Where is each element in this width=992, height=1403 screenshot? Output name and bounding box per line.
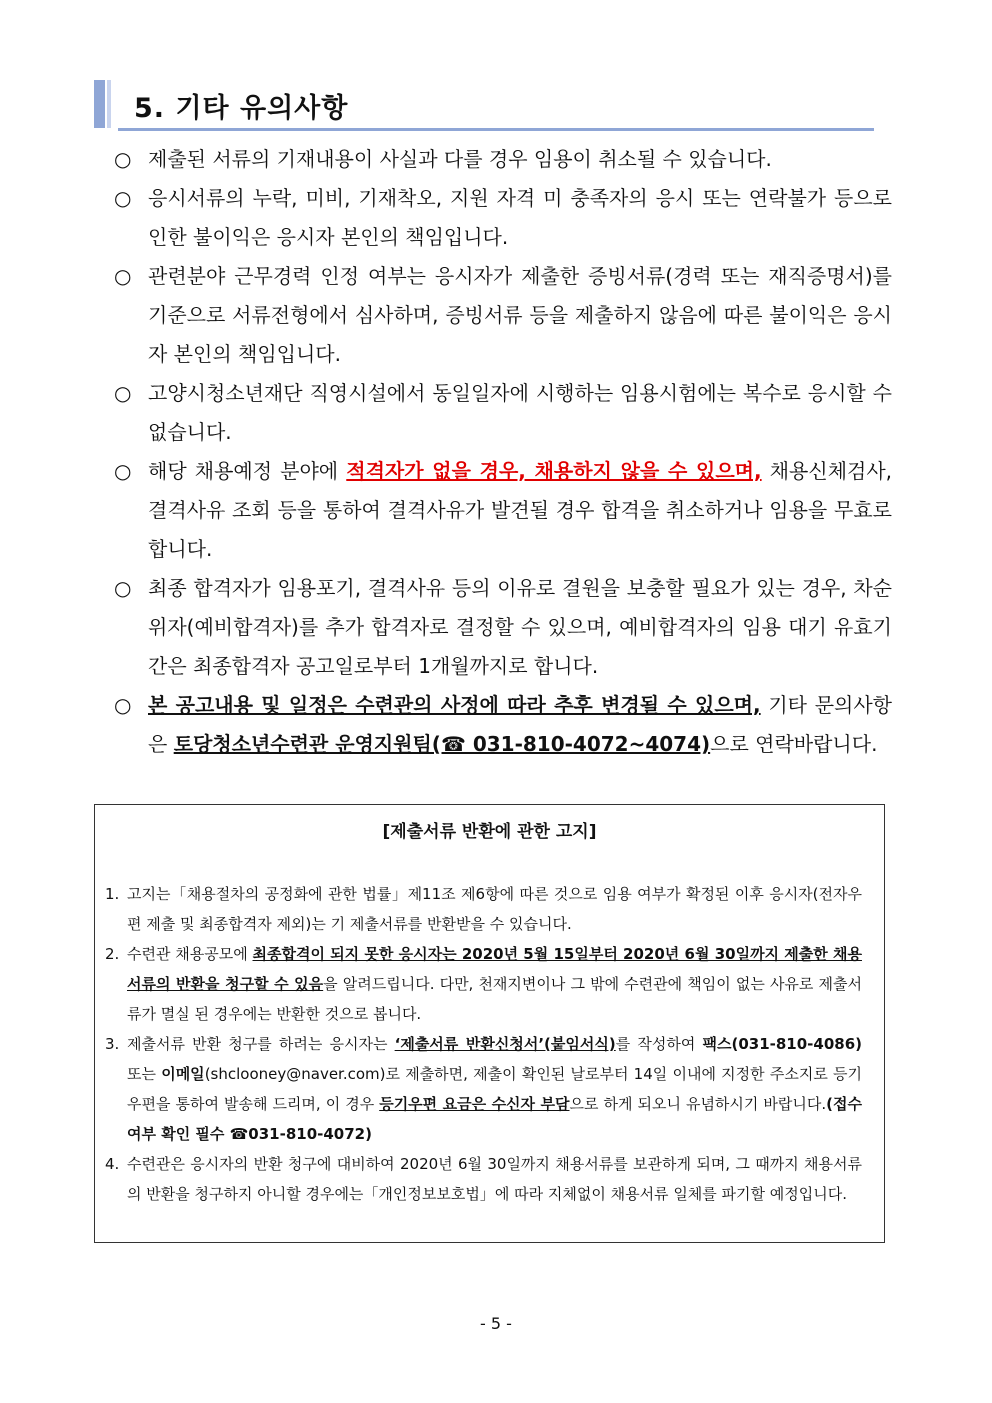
heading-accent-bar bbox=[94, 80, 105, 128]
item-text: 고양시청소년재단 직영시설에서 동일일자에 시행하는 임용시험에는 복수로 응시할 수 없습니다. bbox=[148, 381, 892, 444]
item-text: 관련분야 근무경력 인정 여부는 응시자가 제출한 증빙서류(경력 또는 재직증명서)를 기준으로 서류전형에서 심사하며, 증빙서류 등을 제출하지 않음에 따른 불이익은 응시자 본인의 책임입니다. bbox=[148, 264, 892, 366]
email-label: 이메일 bbox=[161, 1065, 205, 1083]
item-text: 최종 합격자가 임용포기, 결격사유 등의 이유로 결원을 보충할 필요가 있는 경우, 차순위자(예비합격자)를 추가 합격자로 결정할 수 있으며, 예비합격자의 임용 대기 유효기간은 최종합격자 공고일로부터 1개월까지로 합니다. bbox=[148, 576, 892, 678]
heading-accent-bar-light bbox=[107, 80, 111, 128]
bold-underlined-text: 등기우편 요금은 수신자 부담 bbox=[379, 1095, 570, 1113]
notice-text: 고지는「채용절차의 공정화에 관한 법률」제11조 제6항에 따른 것으로 임용 여부가 확정된 이후 응시자(전자우편 제출 및 최종합격자 제외)는 기 제출서류를 반환받을 수 있습니다. bbox=[127, 885, 862, 933]
phone-note: (접수여부 확인 필수 ☎031-810-4072) bbox=[127, 1095, 862, 1143]
notice-list bbox=[105, 879, 862, 1209]
item-number: 3. bbox=[105, 1035, 120, 1053]
notice-item bbox=[105, 879, 862, 939]
item-number: 2. bbox=[105, 945, 120, 963]
notice-item bbox=[105, 939, 862, 1029]
notice-text: 제출서류 반환 청구를 하려는 응시자는 bbox=[127, 1035, 395, 1053]
notice-text: 으로 하게 되오니 유념하시기 바랍니다. bbox=[569, 1095, 827, 1113]
item-number: 4. bbox=[105, 1155, 120, 1173]
circle-bullet: ○ bbox=[114, 381, 132, 405]
list-item bbox=[114, 452, 892, 569]
circle-bullet: ○ bbox=[114, 186, 132, 210]
list-item bbox=[114, 179, 892, 257]
red-warning-text: 적격자가 없을 경우, 채용하지 않을 수 있으며, bbox=[346, 459, 762, 483]
notice-text: 수련관은 응시자의 반환 청구에 대비하여 2020년 6월 30일까지 채용서류를 보관하게 되며, 그 때까지 채용서류의 반환을 청구하지 아니할 경우에는「개인정보보호법」에 따라 지체없이 채용서류 일체를 파기할 예정입니다. bbox=[127, 1155, 862, 1203]
section-title: 5. 기타 유의사항 bbox=[134, 93, 349, 124]
item-number: 1. bbox=[105, 885, 120, 903]
page-number: - 5 - bbox=[480, 1314, 512, 1333]
circle-bullet: ○ bbox=[114, 147, 132, 171]
notice-item bbox=[105, 1149, 862, 1209]
notice-item bbox=[105, 1029, 862, 1149]
item-text: 응시서류의 누락, 미비, 기재착오, 지원 자격 미 충족자의 응시 또는 연락불가 등으로 인한 불이익은 응시자 본인의 책임입니다. bbox=[148, 186, 892, 249]
fax-number: 팩스(031-810-4086) bbox=[702, 1035, 862, 1053]
return-notice-box bbox=[94, 804, 885, 1243]
circle-bullet: ○ bbox=[114, 693, 132, 717]
notice-title: [제출서류 반환에 관한 고지] bbox=[382, 822, 597, 842]
heading-underline bbox=[118, 128, 874, 131]
item-text: 해당 채용예정 분야에 bbox=[148, 459, 347, 483]
item-text: 기타 문의사항은 bbox=[148, 693, 892, 756]
list-item bbox=[114, 257, 892, 374]
bold-underlined-text: 최종합격이 되지 못한 응시자는 2020년 5월 15일부터 2020년 6월 30일까지 제출한 채용서류의 반환을 청구할 수 있음 bbox=[127, 945, 862, 993]
item-text: 채용신체검사, 결격사유 조회 등을 통하여 결격사유가 발견될 경우 합격을 취소하거나 임용을 무효로 합니다. bbox=[148, 459, 893, 561]
notice-text: 수련관 채용공모에 bbox=[127, 945, 253, 963]
notice-text: (shclooney@naver.com)로 제출하면, 제출이 확인된 날로부터 14일 이내에 지정한 주소지로 등기우편을 통하여 발송해 드리며, 이 경우 bbox=[127, 1065, 863, 1113]
notes-list bbox=[114, 140, 892, 764]
item-text: 제출된 서류의 기재내용이 사실과 다를 경우 임용이 취소될 수 있습니다. bbox=[148, 147, 772, 171]
list-item bbox=[114, 686, 892, 764]
list-item bbox=[114, 374, 892, 452]
circle-bullet: ○ bbox=[114, 459, 132, 483]
list-item bbox=[114, 140, 892, 179]
circle-bullet: ○ bbox=[114, 264, 132, 288]
circle-bullet: ○ bbox=[114, 576, 132, 600]
notice-text: 또는 bbox=[127, 1065, 162, 1083]
section-heading bbox=[94, 80, 874, 130]
notice-text: 를 작성하여 bbox=[615, 1035, 703, 1053]
form-name: ‘제출서류 반환신청서’(붙임서식) bbox=[394, 1035, 616, 1053]
list-item bbox=[114, 569, 892, 686]
item-text: 으로 연락바랍니다. bbox=[710, 732, 878, 756]
contact-info: 토당청소년수련관 운영지원팀(☎ 031-810-4072~4074) bbox=[173, 732, 711, 756]
bold-underlined-text: 본 공고내용 및 일정은 수련관의 사정에 따라 추후 변경될 수 있으며, bbox=[148, 693, 761, 717]
notice-text: 을 알려드립니다. 다만, 천재지변이나 그 밖에 수련관에 책임이 없는 사유로 제출서류가 멸실 된 경우에는 반환한 것으로 봅니다. bbox=[127, 975, 862, 1023]
